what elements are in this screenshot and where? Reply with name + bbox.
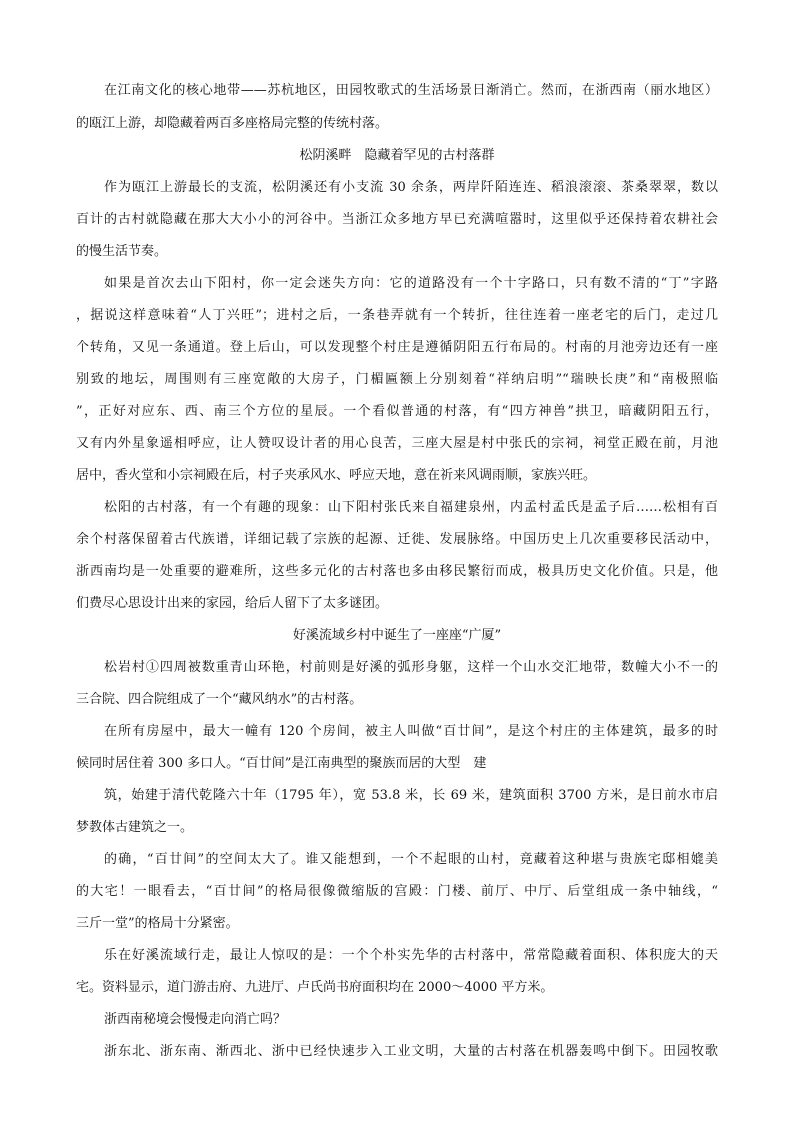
section-heading: 浙西南秘境会慢慢走向消亡吗？ (104, 1012, 287, 1027)
paragraph-line: 居中，香火堂和小宗祠殿在后，村子夹承风水、呼应天地，意在祈来风调雨顺，家族兴旺。 (76, 468, 597, 483)
paragraph-line: 宅。资料显示，道门游击府、九进厅、卢氏尚书府面积均在 2000～4000 平方米。 (76, 980, 554, 995)
paragraph-line: 百计的古村就隐藏在那大大小小的河谷中。当浙江众多地方早已充满喧嚣时，这里似乎还保持着农耕社会 (76, 212, 718, 227)
paragraph-line: ”，正好对应东、西、南三个方位的星辰。一个看似普通的村落，有“四方神兽”拱卫，暗藏阴阳五行， (76, 404, 718, 419)
paragraph-line: 筑，始建于清代乾隆六十年（1795 年），宽 53.8 米，长 69 米，建筑面积 3700 方米，是日前水市启 (104, 788, 718, 803)
paragraph-line: 候同时居住着 300 多口人。“百廿间”是江南典型的聚族而居的大型 建 (76, 756, 487, 771)
paragraph-line: 如果是首次去山下阳村，你一定会迷失方向：它的道路没有一个十字路口，只有数不清的“丁”字路 (104, 276, 718, 291)
paragraph-line: 的确，“百廿间”的空间太大了。谁又能想到，一个不起眼的山村，竟藏着这种堪与贵族宅邸相媲美 (104, 852, 718, 867)
paragraph-line: 松阳的古村落，有一个有趣的现象：山下阳村张氏来自福建泉州，内孟村孟氏是孟子后……松相有百 (104, 500, 718, 515)
paragraph-line: 作为瓯江上游最长的支流，松阴溪还有小支流 30 余条，两岸阡陌连连、稻浪滚滚、茶桑翠翠，数以 (104, 180, 718, 195)
paragraph-line: 在江南文化的核心地带——苏杭地区，田园牧歌式的生活场景日渐消亡。然而，在浙西南（丽水地区） (104, 83, 718, 98)
paragraph-line: 余个村落保留着古代族谱，详细记载了宗族的起源、迁徙、发展脉络。中国历史上几次重要移民活动中， (76, 532, 718, 547)
paragraph-line: 的瓯江上游，却隐藏着两百多座格局完整的传统村落。 (76, 116, 389, 131)
paragraph-line: 三合院、四合院组成了一个“藏风纳水”的古村落。 (76, 692, 363, 707)
paragraph-line: 梦教体古建筑之一。 (76, 820, 194, 835)
paragraph-line: 个转角，又见一条通道。登上后山，可以发现整个村庄是遵循阴阳五行布局的。村南的月池旁边还有一座 (76, 340, 718, 355)
paragraph-line: 又有内外星象遥相呼应，让人赞叹设计者的用心良苦，三座大屋是村中张氏的宗祠，祠堂正殿在前，月池 (76, 436, 718, 451)
paragraph-line: 在所有房屋中，最大一幢有 120 个房间，被主人叫做“百廿间”，是这个村庄的主体建筑，最多的时 (104, 724, 718, 739)
paragraph-line: 别致的地坛，周围则有三座宽敞的大房子，门楣匾额上分别刻着“祥纳启明”“瑞映长庚”和“南极照临 (76, 372, 718, 387)
paragraph-line: 乐在好溪流域行走，最让人惊叹的是：一个个朴实先华的古村落中，常常隐藏着面积、体积庞大的天 (104, 948, 718, 963)
paragraph-line: 们费尽心思设计出来的家园，给后人留下了太多谜团。 (76, 596, 389, 611)
paragraph-line: ，据说这样意味着“人丁兴旺”；进村之后，一条巷弄就有一个转折，往往连着一座老宅的后门，走过几 (76, 308, 718, 323)
paragraph-line: 三斤一堂”的格局十分紧密。 (76, 916, 239, 931)
paragraph-line: 浙西南均是一处重要的避难所，这些多元化的古村落也多由移民繁衍而成，极具历史文化价值。只是，他 (76, 564, 718, 579)
paragraph-line: 松岩村①四周被数重青山环艳，村前则是好溪的弧形身躯，这样一个山水交汇地带，数幢大小不一的 (104, 660, 718, 675)
section-heading: 好溪流域乡村中诞生了一座座“广厦” (292, 628, 502, 643)
paragraph-line: 的慢生活节奏。 (76, 244, 168, 259)
section-heading: 松阴溪畔 隐藏着罕见的古村落群 (299, 148, 495, 163)
paragraph-line: 的大宅！一眼看去，“百廿间”的格局很像微缩版的宫殿：门楼、前厅、中厅、后堂组成一条中轴线，“ (76, 884, 718, 899)
paragraph-line: 浙东北、浙东南、渐西北、浙中已经快速步入工业文明，大量的古村落在机器轰鸣中倒下。田园牧歌 (104, 1044, 718, 1059)
